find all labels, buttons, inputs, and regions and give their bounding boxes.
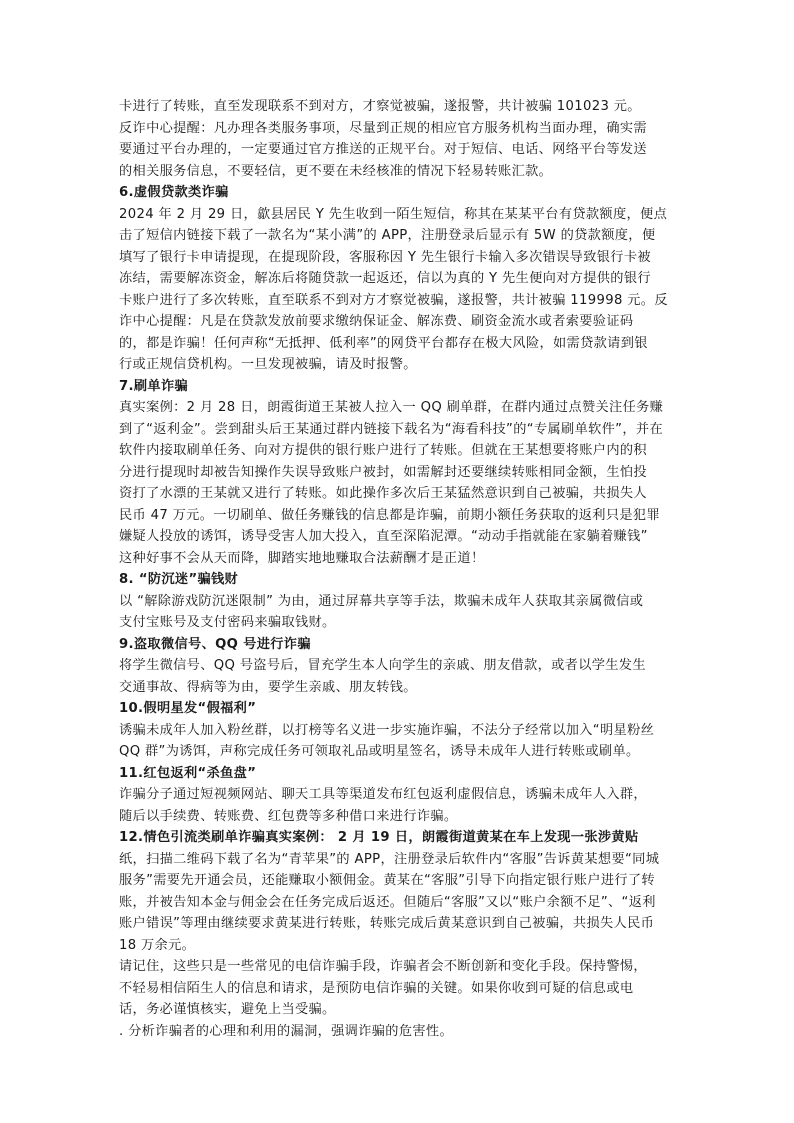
text-line: 话，务必谨慎核实，避免上当受骗。	[119, 1002, 336, 1017]
text-line: 软件内接取刷单任务、向对方提供的银行账户进行了转账。但就在王某想要将账户内的积	[119, 443, 647, 458]
text-line: QQ 群”为诱饵，声称完成任务可领取礼品或明星签名，诱导未成年人进行转账或刷单。	[119, 744, 640, 759]
section-heading: 9.盗取微信号、QQ 号进行诈骗	[119, 636, 311, 652]
text-line: 账户错误”等理由继续要求黄某进行转账，转账完成后黄某意识到自己被骗，共损失人民币	[119, 916, 655, 931]
section-heading: 8. “防沉迷”骗钱财	[119, 572, 239, 587]
text-line: 嫌疑人投放的诱饵，诱导受害人加大投入，直至深陷泥潭。“动动手指就能在家躺着赚钱”	[119, 529, 648, 544]
section-heading: 6.虚假贷款类诈骗	[119, 185, 229, 200]
text-line: 资打了水漂的王某就又进行了转账。如此操作多次后王某猛然意识到自己被骗，共损失人	[119, 486, 647, 501]
text-line: 击了短信内链接下载了一款名为“某小满”的 APP，注册登录后显示有 5W 的贷款额度，便	[119, 228, 656, 243]
section-heading: 10.假明星发“假福利”	[119, 701, 257, 716]
section-heading: 7.刷单诈骗	[119, 378, 189, 394]
text-line: 行或正规信贷机构。一旦发现被骗，请及时报警。	[119, 357, 417, 372]
text-line: 到了“返利金”。尝到甜头后王某通过群内链接下载名为“海看科技”的“专属刷单软件”，并在	[119, 421, 663, 437]
text-line: 纸，扫描二维码下载了名为“青苹果”的 APP，注册登录后软件内“客服”告诉黄某想要“同城	[119, 851, 660, 867]
text-line: 填写了银行卡申请提现，在提现阶段，客服称因 Y 先生银行卡输入多次错误导致银行卡被	[119, 249, 651, 265]
text-line: 不轻易相信陌生人的信息和请求，是预防电信诈骗的关键。如果你收到可疑的信息或电	[119, 980, 634, 996]
text-line: 诱骗未成年人加入粉丝群，以打榜等名义进一步实施诈骗，不法分子经常以加入“明星粉丝	[119, 722, 655, 738]
text-line: 以 “解除游戏防沉迷限制” 为由，通过屏幕共享等手法，欺骗未成年人获取其亲属微信或	[119, 593, 644, 609]
text-line: 冻结，需要解冻资金，解冻后将随贷款一起返还，信以为真的 Y 先生便向对方提供的银行	[119, 271, 651, 286]
text-line: 账，并被告知本金与佣金会在任务完成后返还。但随后“客服”又以“账户余额不足”、“返利	[119, 894, 656, 910]
text-line: 将学生微信号、QQ 号盗号后，冒充学生本人向学生的亲戚、朋友借款，或者以学生发生	[119, 658, 646, 673]
text-line: 随后以手续费、转账费、红包费等多种借口来进行诈骗。	[119, 808, 458, 824]
text-line: 卡进行了转账，直至发现联系不到对方，才察觉被骗，遂报警，共计被骗 101023 元。	[119, 99, 641, 114]
text-line: 交通事故、得病等为由，要学生亲戚、朋友转钱。	[119, 679, 417, 695]
text-line: 分进行提现时却被告知操作失误导致账户被封，如需解封还要继续转账相同金额，生怕投	[119, 464, 647, 480]
text-line: 诈骗分子通过短视频网站、聊天工具等渠道发布红包返利虚假信息，诱骗未成年人入群，	[119, 787, 647, 802]
document-page	[119, 96, 679, 1042]
text-line: 民币 47 万元。一切刷单、做任务赚钱的信息都是诈骗，前期小额任务获取的返利只是犯罪	[119, 507, 660, 523]
text-line: 的，都是诈骗！任何声称“无抵押、低利率”的网贷平台都存在极大风险，如需贷款请到银	[119, 335, 648, 351]
text-line: 2024 年 2 月 29 日，歙县居民 Y 先生收到一陌生短信，称其在某某平台有贷款额度，便点	[119, 206, 668, 222]
text-line: 反诈中心提醒：凡办理各类服务事项，尽量到正规的相应官方服务机构当面办理，确实需	[119, 120, 647, 136]
text-line: 诈中心提醒：凡是在贷款发放前要求缴纳保证金、解冻费、刷资金流水或者索要验证码	[119, 314, 634, 329]
section-heading: 12.情色引流类刷单诈骗真实案例： 2 月 19 日，朗霞街道黄某在车上发现一张涉黄贴	[119, 830, 639, 845]
text-line: 请记住，这些只是一些常见的电信诈骗手段，诈骗者会不断创新和变化手段。保持警惕，	[119, 959, 647, 974]
text-line: 真实案例：2 月 28 日，朗霞街道王某被人拉入一 QQ 刷单群，在群内通过点赞关注任务赚	[119, 400, 664, 415]
text-line: 卡账户进行了多次转账，直至联系不到对方才察觉被骗，遂报警，共计被骗 119998 元。反	[119, 292, 668, 308]
text-line: . 分析诈骗者的心理和利用的漏洞，强调诈骗的危害性。	[119, 1023, 453, 1039]
text-line: 18 万余元。	[119, 937, 196, 953]
text-line: 的相关服务信息，不要轻信，更不要在未经核准的情况下轻易转账汇款。	[119, 163, 553, 179]
text-line: 要通过平台办理的，一定要通过官方推送的正规平台。对于短信、电话、网络平台等发送	[119, 142, 647, 157]
text-line: 支付宝账号及支付密码来骗取钱财。	[119, 615, 336, 630]
text-line: 这种好事不会从天而降，脚踏实地地赚取合法薪酬才是正道！	[119, 550, 485, 566]
text-line: 服务”需要先开通会员，还能赚取小额佣金。黄某在“客服”引导下向指定银行账户进行了转	[119, 873, 655, 888]
section-heading: 11.红包返利“杀鱼盘”	[119, 765, 257, 781]
